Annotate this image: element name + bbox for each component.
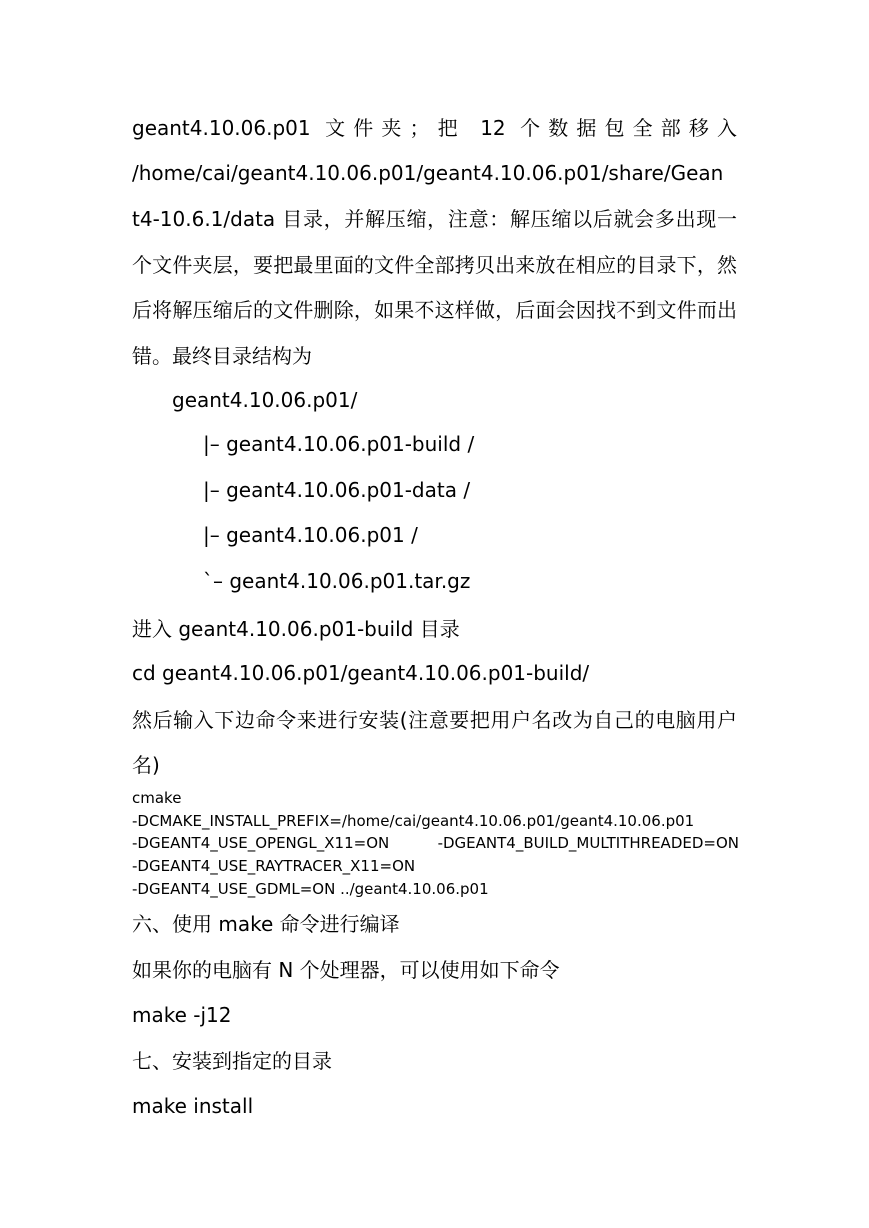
paragraph-line-2: /home/cai/geant4.10.06.p01/geant4.10.06.p01/share/Gean (132, 161, 724, 185)
make-install-command: make install (132, 1094, 254, 1118)
cmake-opengl-flag: -DGEANT4_USE_OPENGL_X11=ON (132, 834, 390, 852)
cmake-line-2: -DCMAKE_INSTALL_PREFIX=/home/cai/geant4.10.06.p01/geant4.10.06.p01 (132, 812, 695, 830)
paragraph-line-6: 错。最终目录结构为 (132, 344, 312, 368)
cmake-line-3 (132, 834, 739, 852)
cmake-multithreaded-flag: -DGEANT4_BUILD_MULTITHREADED=ON (437, 834, 739, 852)
paragraph-line-4: 个文件夹层，要把最里面的文件全部拷贝出来放在相应的目录下，然 (132, 253, 737, 277)
make-j12-command: make -j12 (132, 1003, 232, 1027)
paragraph-line-1: geant4.10.06.p01 文件夹；把 12 个数据包全部移入 (132, 116, 737, 140)
section-6-heading: 六、使用 make 命令进行编译 (132, 912, 400, 936)
cmake-line-4: -DGEANT4_USE_RAYTRACER_X11=ON (132, 857, 416, 875)
section-7-heading: 七、安装到指定的目录 (132, 1049, 332, 1073)
paragraph-line-5: 后将解压缩后的文件删除，如果不这样做，后面会因找不到文件而出 (132, 298, 737, 322)
cd-command: cd geant4.10.06.p01/geant4.10.06.p01-build/ (132, 661, 590, 685)
install-note-line-2: 名) (132, 753, 160, 777)
tree-root: geant4.10.06.p01/ (172, 388, 358, 412)
cmake-line-5: -DGEANT4_USE_GDML=ON ../geant4.10.06.p01 (132, 880, 489, 898)
cmake-line-1: cmake (132, 789, 182, 807)
section-6-note: 如果你的电脑有 N 个处理器，可以使用如下命令 (132, 958, 560, 982)
tree-item-data: |– geant4.10.06.p01-data / (203, 478, 471, 502)
tree-item-build: |– geant4.10.06.p01-build / (203, 432, 475, 456)
paragraph-line-3: t4-10.6.1/data 目录，并解压缩，注意：解压缩以后就会多出现一 (132, 207, 737, 231)
install-note-line-1: 然后输入下边命令来进行安装(注意要把用户名改为自己的电脑用户 (132, 708, 737, 732)
tree-item-source: |– geant4.10.06.p01 / (203, 523, 418, 547)
tree-item-tarball: `– geant4.10.06.p01.tar.gz (203, 569, 471, 593)
enter-build-text: 进入 geant4.10.06.p01-build 目录 (132, 617, 460, 641)
